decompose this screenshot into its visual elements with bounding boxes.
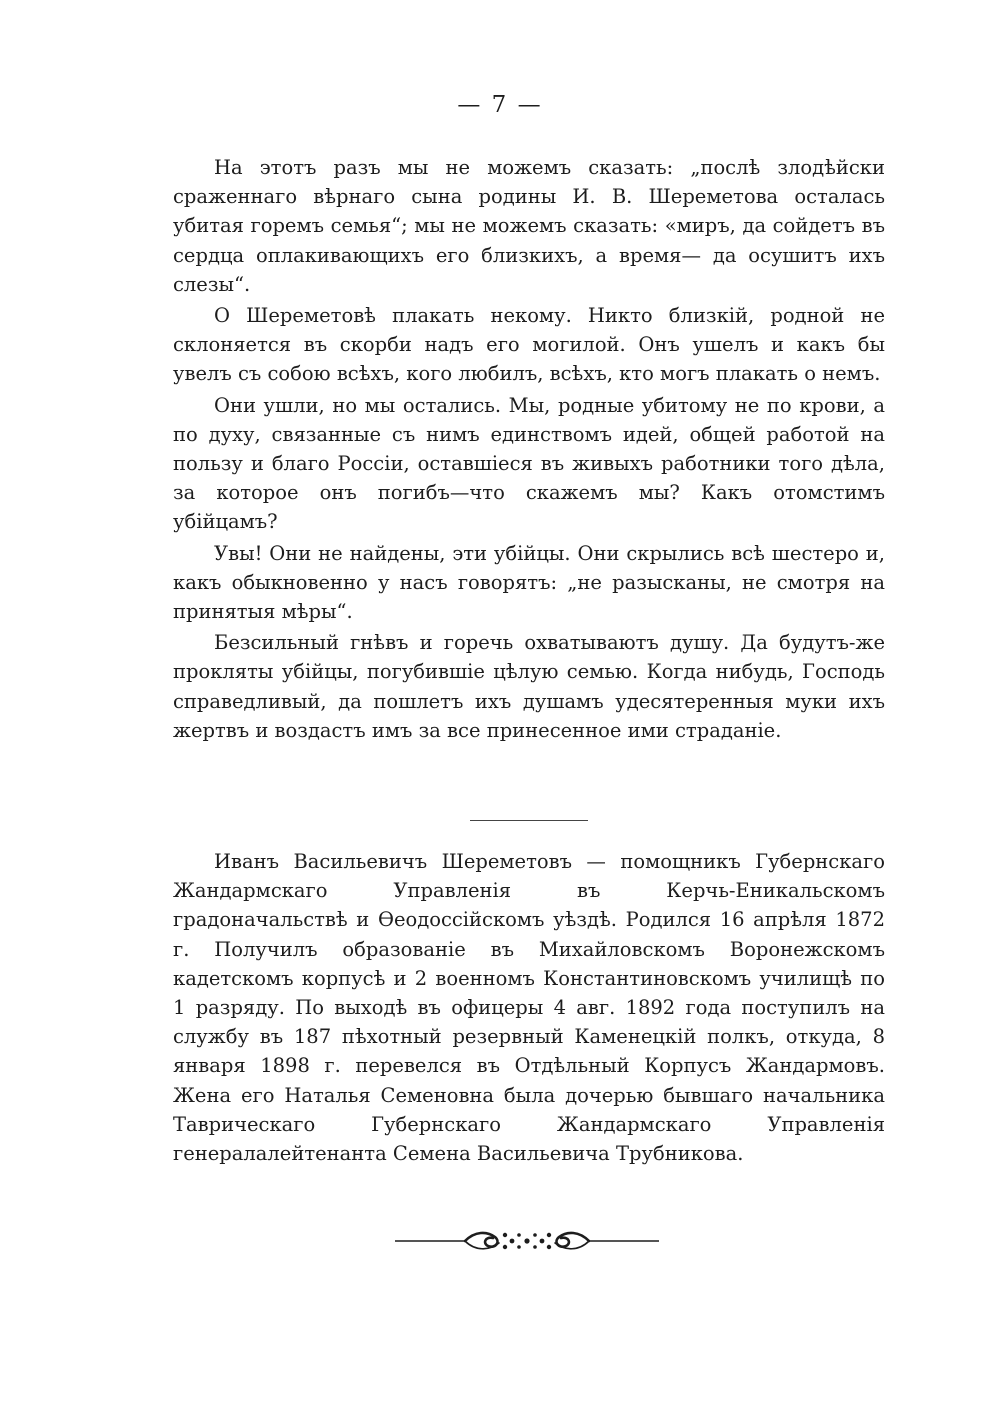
section-divider [470, 820, 588, 821]
main-text [173, 153, 885, 745]
paragraph: На этотъ разъ мы не можемъ сказать: „послѣ злодѣйски сраженнаго вѣрнаго сына родины И. В. Шереметова осталась убитая горемъ семья“; мы не можемъ сказать: «миръ, да сойдетъ въ сердца оплакивающихъ его близкихъ, а время— да осушитъ ихъ слезы“. [173, 156, 885, 296]
paragraph: Увы! Они не найдены, эти убійцы. Они скрылись всѣ шестеро и, какъ обыкновенно у насъ говорятъ: „не разысканы, не смотря на принятыя мѣры“. [173, 541, 885, 624]
paragraph: О Шереметовѣ плакать некому. Никто близкій, родной не склоняется въ скорби надъ его могилой. Онъ ушелъ и какъ бы увелъ съ собою всѣхъ, кого любилъ, всѣхъ, кто могъ плакать о немъ. [173, 304, 885, 386]
biography-text [173, 847, 885, 1168]
ornament-divider [395, 1223, 659, 1259]
paragraph: Они ушли, но мы остались. Мы, родные убитому не по крови, а по духу, связанные съ нимъ единствомъ идей, общей работой на пользу и благо Россіи, оставшіеся въ живыхъ работники того дѣла, за которое онъ погибъ—что скажемъ мы? Какъ отомстимъ убійцамъ? [173, 393, 885, 534]
biography-paragraph: Иванъ Васильевичъ Шереметовъ — помощникъ Губернскаго Жандармскаго Управленія въ Керчь-Еникальскомъ градоначальствѣ и Ѳеодоссійскомъ уѣздѣ. Родился 16 апрѣля 1872 г. Получилъ образованіе въ Михайловскомъ Воронежскомъ кадетскомъ корпусѣ и 2 военномъ Константиновскомъ училищѣ по 1 разряду. По выходѣ въ офицеры 4 авг. 1892 года поступилъ на службу въ 187 пѣхотный резервный Каменецкій полкъ, откуда, 8 января 1898 г. перевелся въ Отдѣльный Корпусъ Жандармовъ. Жена его Наталья Семеновна была дочерью бывшаго начальника Таврическаго Губернскаго Жандармскаго Управленія генералалейтенанта Семена Васильевича Трубникова. [173, 850, 885, 1166]
paragraph: Безсильный гнѣвъ и горечь охватываютъ душу. Да будутъ-же прокляты убійцы, погубившіе цѣлую семью. Когда нибудь, Господь справедливый, да пошлетъ ихъ душамъ удесятеренныя муки ихъ жертвъ и воздастъ имъ за все принесенное ими страданіе. [173, 631, 885, 742]
page-number: — 7 — [457, 92, 543, 118]
